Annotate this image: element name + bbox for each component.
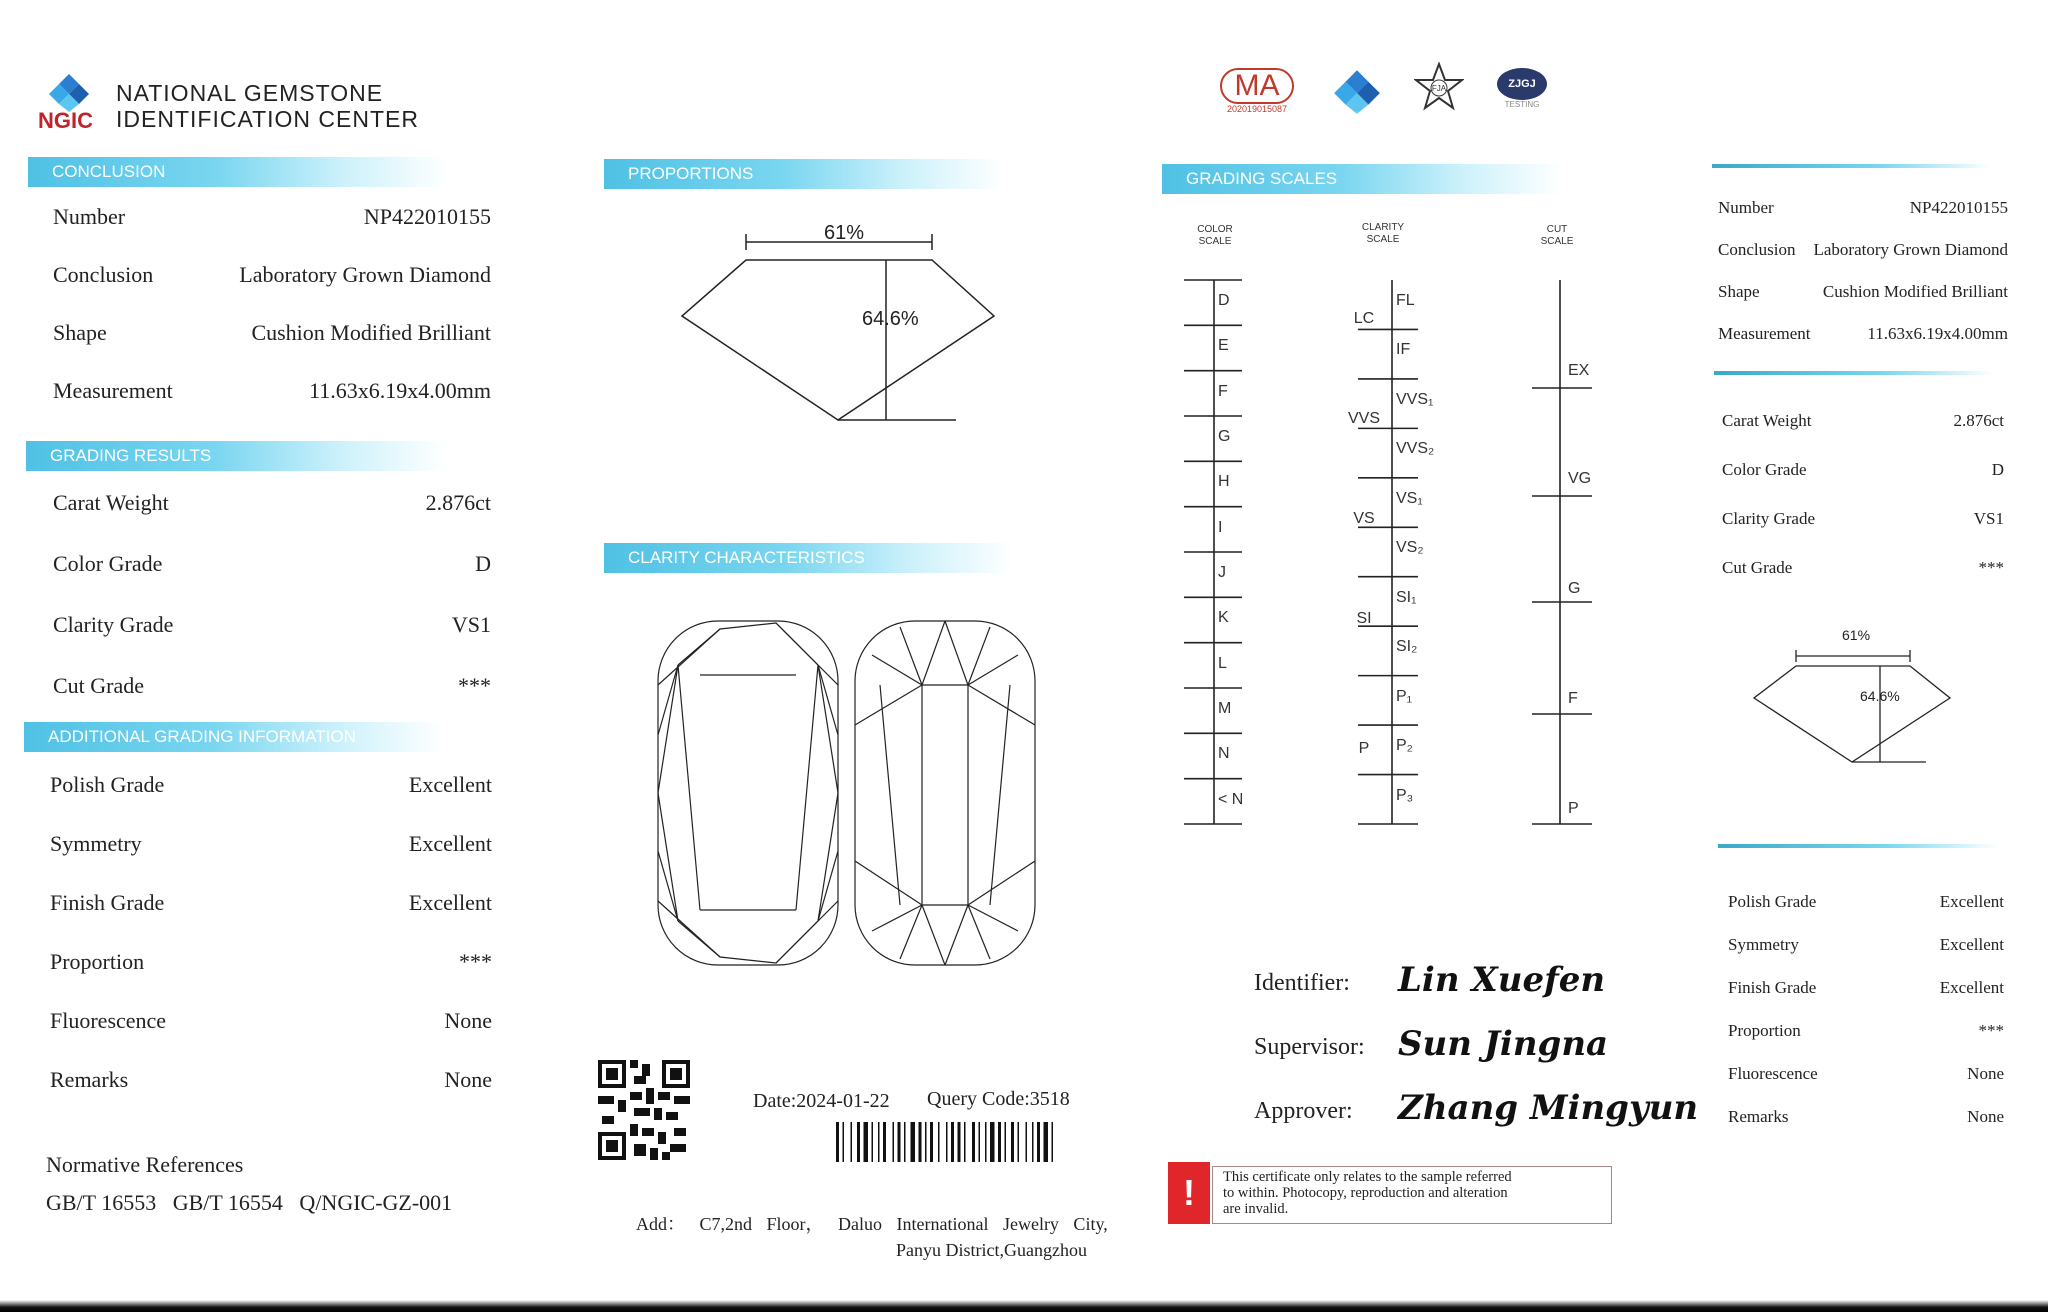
signature-role-label: Approver: [1254,1098,1353,1124]
summary-divider-2 [1714,371,1994,375]
info-row [1728,892,2004,912]
row-label: Measurement [53,378,173,403]
row-value: Laboratory Grown Diamond [239,262,491,287]
info-row [50,831,492,857]
info-row [50,949,492,975]
row-label: Fluorescence [1728,1064,1818,1083]
color-grade-label: D [1218,292,1230,309]
row-label: Remarks [50,1067,129,1092]
row-value: NP422010155 [363,204,491,229]
query-code: Query Code:3518 [927,1088,1070,1110]
info-row [1722,460,2004,480]
org-name-line2: IDENTIFICATION CENTER [116,106,419,132]
color-grade-label: H [1218,473,1230,491]
cma-badge [1220,68,1294,122]
row-value: D [475,551,491,576]
row-value: Cushion Modified Brilliant [1822,282,2008,301]
color-grade-label: E [1218,337,1229,355]
scale-lines [1170,272,1610,832]
table-percent: 61% [824,222,865,244]
cma-logo-icon: MA [1220,68,1294,104]
row-label: Conclusion [53,262,154,287]
row-label: Polish Grade [50,772,165,797]
color-grade-label: K [1218,609,1229,627]
clarity-grade-label: SI₁ [1396,588,1417,606]
row-value: None [444,1008,492,1033]
info-row [53,551,491,577]
row-label: Clarity Grade [53,612,174,637]
info-row [1722,509,2004,529]
row-label: Carat Weight [1722,411,1812,430]
normative-title: Normative References [46,1152,244,1177]
row-value: 2.876ct [425,490,491,515]
section-grading-scales: GRADING SCALES [1162,164,1562,194]
clarity-group-label: SI [1356,610,1372,627]
row-value: None [1967,1064,2004,1083]
info-row [53,378,491,404]
row-value: *** [1978,558,2004,577]
row-label: Conclusion [1718,240,1796,259]
clarity-grade-label: SI₂ [1396,638,1418,656]
info-row [1718,240,2008,260]
fja-star-icon [1414,62,1464,112]
row-value: 2.876ct [1953,411,2004,430]
summary-proportion-diagram [1750,636,1954,768]
info-row [1728,1107,2004,1127]
summary-divider-3 [1718,844,1998,848]
info-row [53,490,491,516]
signature-role-label: Identifier: [1254,970,1350,996]
info-row [1718,282,2008,302]
color-grade-label: F [1218,382,1228,400]
cut-grade-label: P [1568,800,1579,817]
clarity-grade-label: VVS₂ [1396,440,1435,458]
info-row [53,204,491,230]
section-proportions: PROPORTIONS [604,159,1004,189]
info-row [50,890,492,916]
clarity-grade-label: IF [1396,341,1411,359]
signature-name: Lin Xuefen [1398,960,1606,1000]
row-value: 11.63x6.19x4.00mm [1867,324,2008,343]
fja-label: FJA [1431,84,1447,93]
info-row [50,1008,492,1034]
row-label: Polish Grade [1728,892,1817,911]
section-grading-results: GRADING RESULTS [26,441,446,471]
normative-refs: GB/T 16553 GB/T 16554 Q/NGIC-GZ-001 [46,1190,453,1215]
row-value: *** [458,673,491,698]
info-row [1722,558,2004,578]
clarity-grade-label: FL [1396,292,1415,309]
row-label: Shape [53,320,107,345]
info-row [50,772,492,798]
row-label: Shape [1718,282,1760,301]
info-row [1722,411,2004,431]
color-grade-label: J [1218,564,1226,581]
row-label: Symmetry [1728,935,1799,954]
info-row [53,673,491,699]
row-label: Remarks [1728,1107,1789,1126]
cma-number: 202019015087 [1226,104,1288,114]
info-row [1728,935,2004,955]
cut-grade-label: EX [1568,362,1590,379]
clarity-plot-diagram [650,615,1040,970]
row-label: Proportion [50,949,145,974]
row-value: Excellent [408,890,492,915]
row-value: NP422010155 [1909,198,2008,217]
info-row [1718,198,2008,218]
row-value: *** [459,949,492,974]
barcode-icon [836,1122,1078,1162]
section-additional: ADDITIONAL GRADING INFORMATION [24,722,444,752]
row-value: None [444,1067,492,1092]
row-value: Excellent [1939,892,2004,911]
row-value: *** [1978,1021,2004,1040]
clarity-group-label: P [1358,740,1370,757]
row-value: Excellent [408,831,492,856]
row-label: Finish Grade [50,890,165,915]
clarity-scale-title: CLARITY SCALE [1361,222,1405,245]
row-value: Excellent [1939,935,2004,954]
signature-role-label: Supervisor: [1254,1034,1365,1060]
clarity-group-label: VVS [1347,410,1380,427]
row-value: Cushion Modified Brilliant [251,320,491,345]
barcode [836,1122,1078,1162]
zjgj-logo-icon: ZJGJ [1497,68,1547,100]
clarity-grade-label: P₂ [1396,737,1413,755]
clarity-grade-label: VS₁ [1396,489,1423,507]
clarity-grade-label: VS₂ [1396,539,1424,557]
warning-box [1168,1162,1616,1234]
info-row [1728,978,2004,998]
row-label: Cut Grade [53,673,145,698]
clarity-group-label: LC [1353,310,1375,327]
info-row [53,612,491,638]
row-value: 11.63x6.19x4.00mm [309,378,491,403]
org-name-line1: NATIONAL GEMSTONE [116,80,384,106]
row-label: Clarity Grade [1722,509,1815,528]
info-row [1718,324,2008,344]
color-grade-label: M [1218,700,1232,717]
color-grade-label: G [1218,428,1231,445]
paper-bottom-edge [0,1300,2048,1312]
issue-date: Date:2024-01-22 [753,1090,890,1112]
row-value: Excellent [408,772,492,797]
row-label: Cut Grade [1722,558,1793,577]
clarity-grade-label: VVS₁ [1396,390,1434,408]
row-label: Symmetry [50,831,142,856]
row-value: None [1967,1107,2004,1126]
info-row [1728,1064,2004,1084]
zjgj-badge [1494,68,1550,109]
color-grade-label: L [1218,654,1227,672]
row-value: VS1 [451,612,491,637]
cut-grade-label: F [1568,690,1578,707]
row-label: Finish Grade [1728,978,1817,997]
clarity-grade-label: P₁ [1396,687,1413,705]
address-line1: Add： C7,2nd Floor， Daluo International Jewelry City, [636,1214,1108,1234]
depth-percent: 64.6% [862,308,919,330]
row-label: Color Grade [1722,460,1807,479]
row-value: D [1991,460,2004,479]
color-grade-label: N [1218,745,1230,763]
row-label: Proportion [1728,1021,1801,1040]
cut-grade-label: VG [1568,470,1592,487]
color-grade-label: I [1218,518,1223,536]
ngic-diamond-icon [1328,68,1386,116]
clarity-grade-label: P₃ [1396,786,1414,804]
color-grade-label: < N [1218,790,1244,808]
section-clarity-characteristics: CLARITY CHARACTERISTICS [604,543,1014,573]
signature-name: Zhang Mingyun [1398,1088,1699,1128]
address-line2: Panyu District,Guangzhou [896,1240,1087,1260]
section-conclusion: CONCLUSION [28,157,448,187]
info-row [53,320,491,346]
warning-icon: ! [1168,1162,1210,1224]
info-row [1728,1021,2004,1041]
row-label: Number [1718,198,1774,217]
proportion-diagram [670,220,1010,430]
info-row [53,262,491,288]
row-label: Carat Weight [53,490,169,515]
row-label: Color Grade [53,551,163,576]
zjgj-subtitle: TESTING [1504,100,1540,109]
summary-depth-percent: 64.6% [1860,688,1900,704]
signature-name: Sun Jingna [1398,1024,1609,1064]
clarity-group-label: VS [1353,510,1375,527]
row-value: Laboratory Grown Diamond [1813,240,2008,259]
summary-table-percent: 61% [1842,627,1871,643]
row-value: Excellent [1939,978,2004,997]
row-label: Measurement [1718,324,1811,343]
qr-code-icon[interactable] [598,1060,690,1160]
cut-scale-title: CUT SCALE [1540,224,1574,247]
cut-grade-label: G [1568,580,1581,597]
row-label: Number [53,204,126,229]
logo-text: NGIC [38,108,93,133]
info-row [50,1067,492,1093]
row-value: VS1 [1973,509,2004,528]
row-label: Fluorescence [50,1008,167,1033]
color-scale-title: COLOR SCALE [1197,224,1233,247]
summary-divider-1 [1712,164,1992,168]
warning-text: This certificate only relates to the sample referred to within. Photocopy, reproduction and alteration are invalid. [1212,1166,1612,1224]
